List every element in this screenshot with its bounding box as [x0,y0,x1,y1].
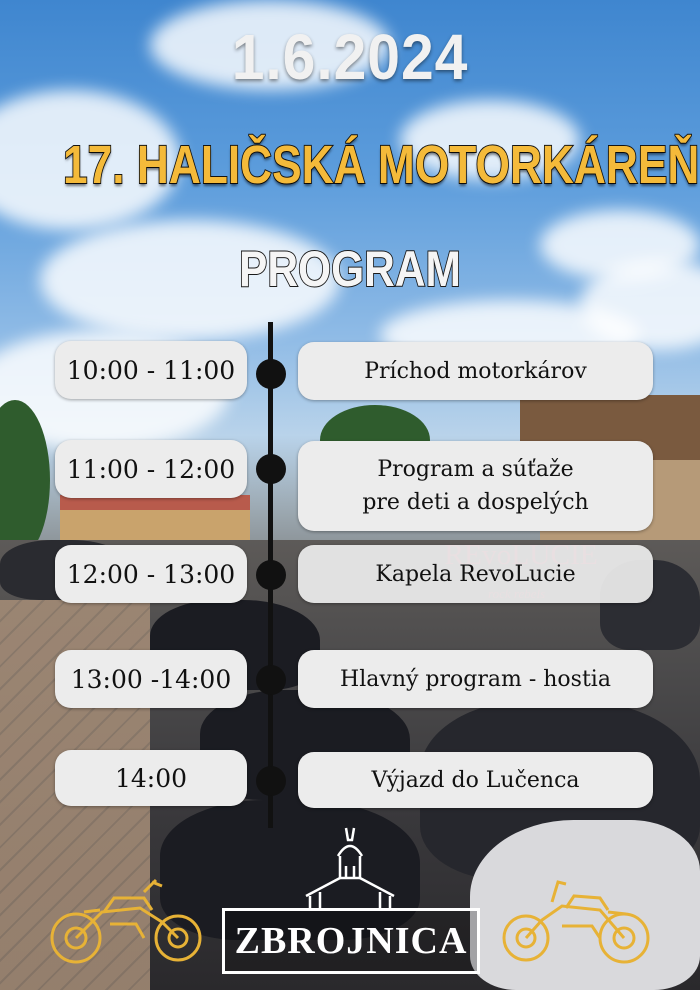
timeline-dot [256,665,286,695]
schedule-time: 11:00 - 12:00 [55,440,247,498]
program-heading: PROGRAM [239,241,461,297]
schedule-activity: Výjazd do Lučenca [298,752,653,808]
schedule-activity: Program a súťaže pre deti a dospelých [298,441,653,531]
event-date: 1.6.2024 [231,21,469,93]
timeline-dot [256,454,286,484]
motorcycle-icon [496,872,656,968]
venue-logo: ZBROJNICA [222,908,480,974]
motorcycle-icon [44,872,204,968]
schedule-activity: Kapela RevoLucie [298,545,653,603]
schedule-time: 10:00 - 11:00 [55,341,247,399]
timeline-dot [256,560,286,590]
schedule-activity: Príchod motorkárov [298,342,653,400]
timeline-dot [256,359,286,389]
schedule-time: 14:00 [55,750,247,806]
schedule-activity: Hlavný program - hostia [298,650,653,708]
schedule-time: 12:00 - 13:00 [55,545,247,603]
event-title: 17. HALIČSKÁ MOTORKÁREŇ [63,135,700,195]
timeline-dot [256,766,286,796]
schedule-time: 13:00 -14:00 [55,650,247,708]
church-tower-icon [300,826,400,910]
